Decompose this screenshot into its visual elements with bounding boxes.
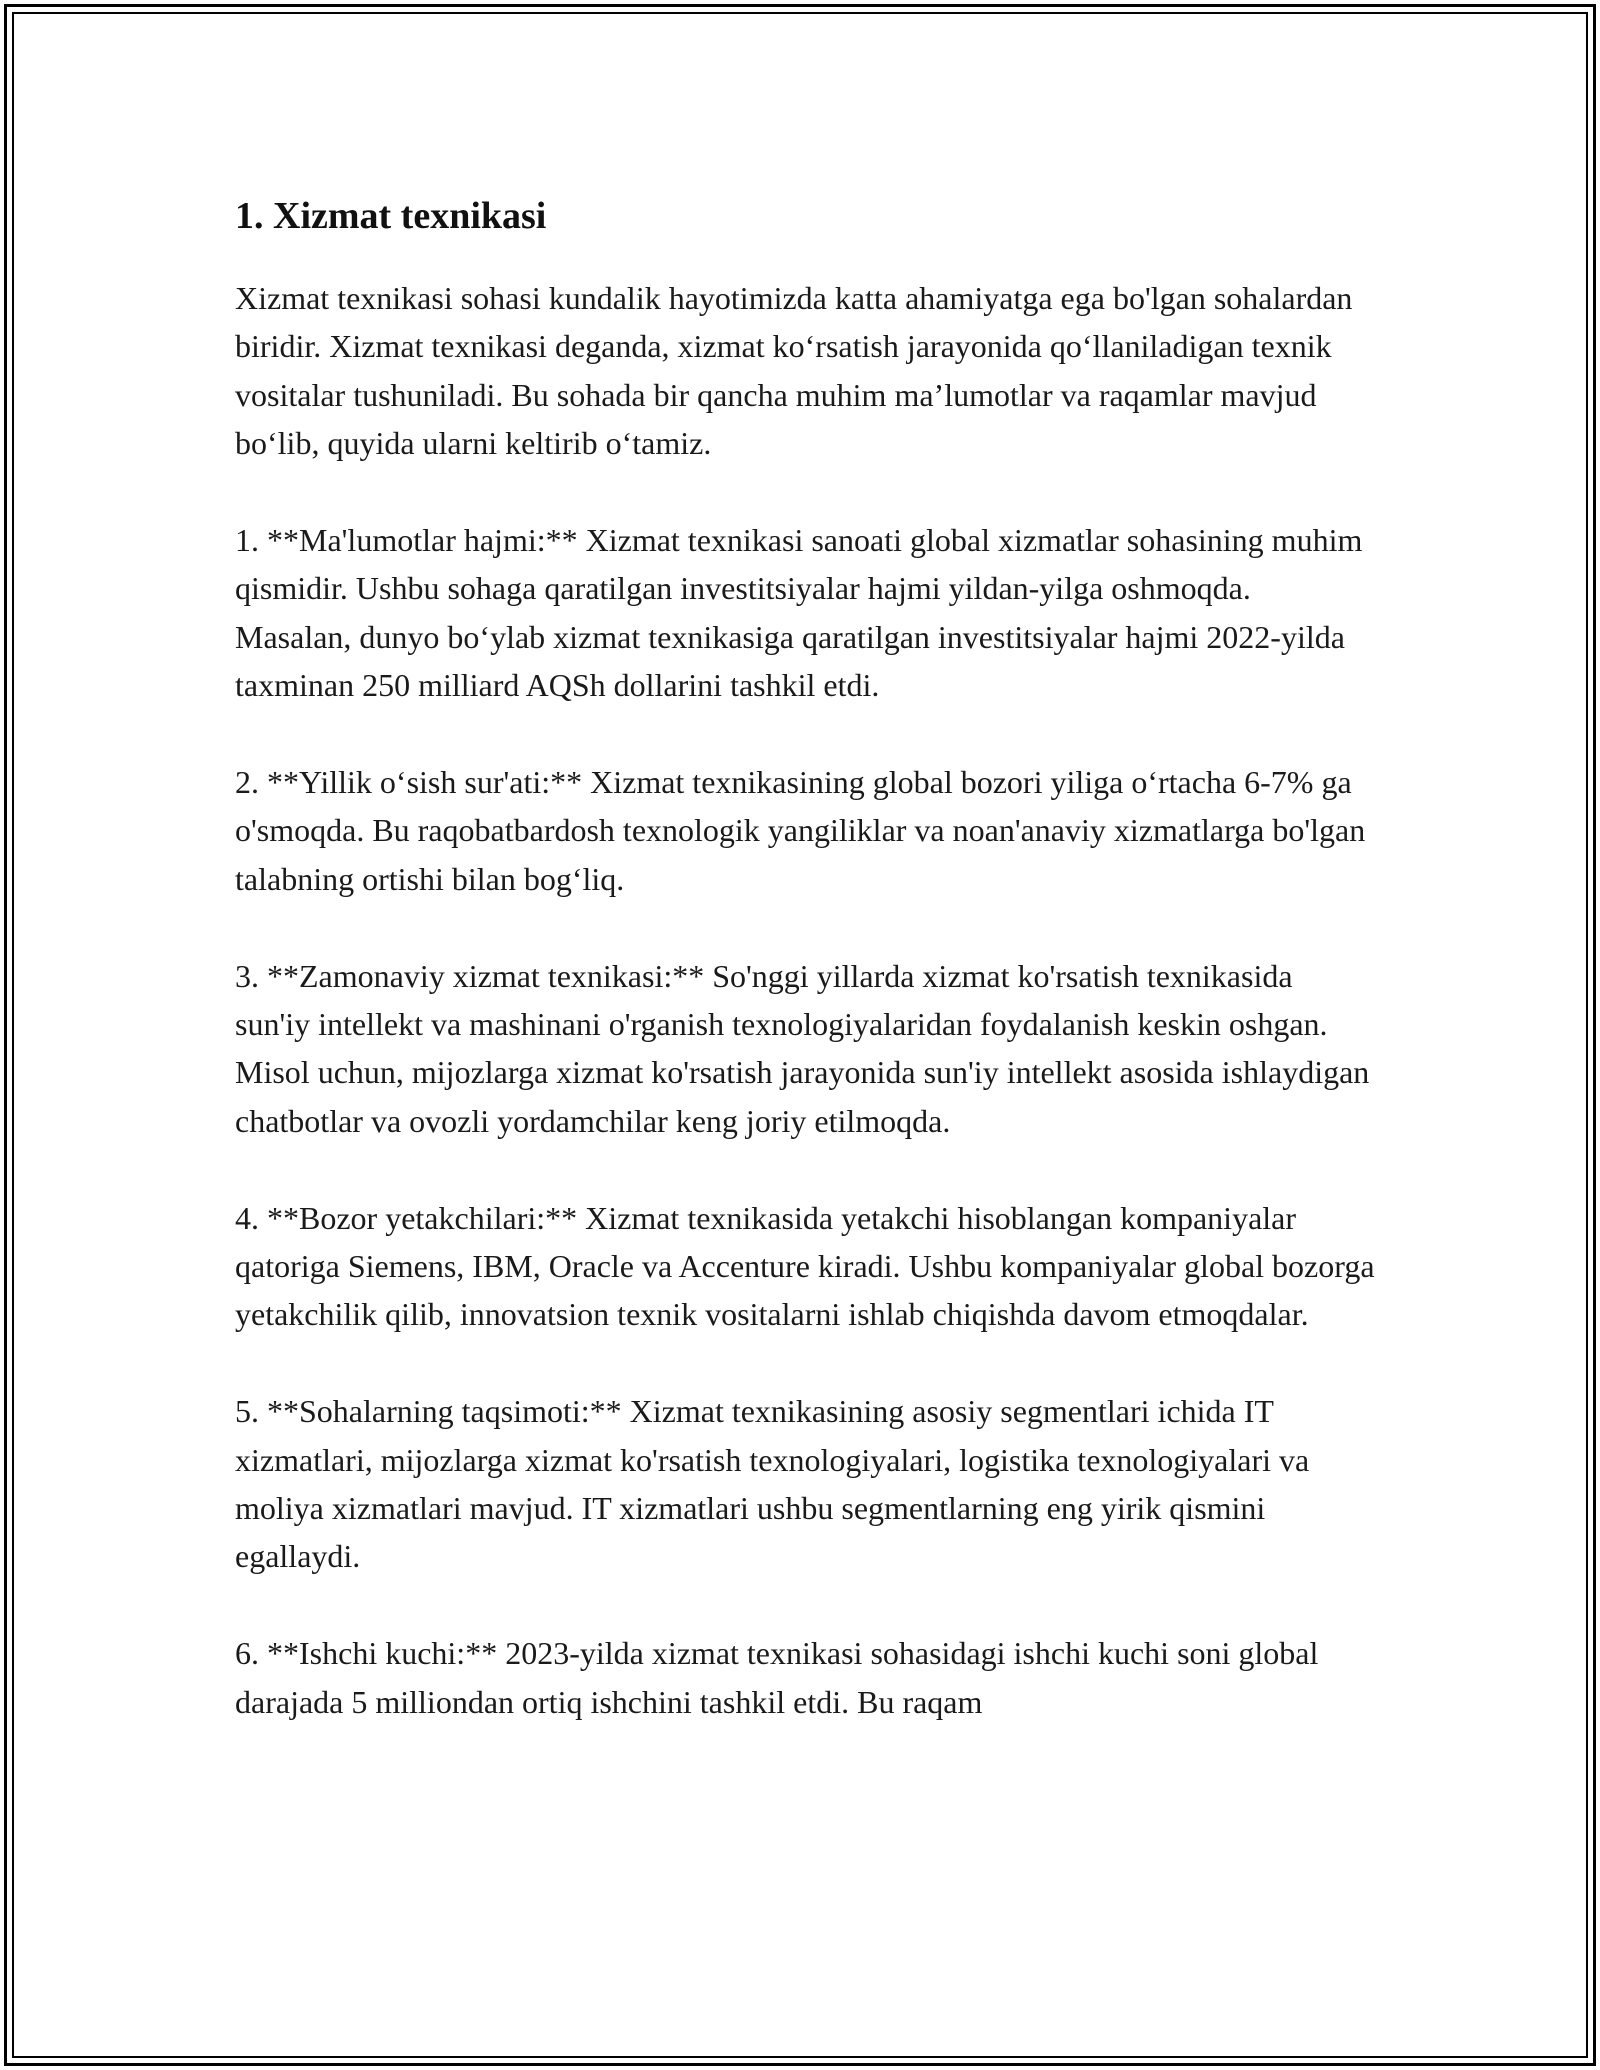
paragraph-workforce: 6. **Ishchi kuchi:** 2023-yilda xizmat texnikasi sohasidagi ishchi kuchi soni global darajada 5 milliondan ortiq ishchini tashkil etdi. Bu raqam [235, 1635, 1319, 1720]
document-body [235, 188, 1375, 1774]
paragraph-data-volume: 1. **Ma'lumotlar hajmi:** Xizmat texnikasi sanoati global xizmatlar sohasining muhim qismidir. Ushbu sohaga qaratilgan investitsiyalar hajmi yildan-yilga oshmoqda. Masalan, dunyo bo‘ylab xizmat texnikasiga qaratilgan investitsiyalar hajmi 2022-yilda taxminan 250 milliard AQSh dollarini tashkil etdi. [235, 522, 1363, 704]
document-title: 1. Xizmat texnikasi [235, 195, 547, 237]
paragraph-sector-distribution: 5. **Sohalarning taqsimoti:** Xizmat texnikasining asosiy segmentlari ichida IT xizmatlari, mijozlarga xizmat ko'rsatish texnologiyalari, logistika texnologiyalari va moliya xizmatlari mavjud. IT xizmatlari ushbu segmentlarning eng yirik qismini egallaydi. [235, 1393, 1310, 1575]
paragraph-annual-growth: 2. **Yillik o‘sish sur'ati:** Xizmat texnikasining global bozori yiliga o‘rtacha 6-7% ga o'smoqda. Bu raqobatbardosh texnologik yangiliklar va noan'anaviy xizmatlarga bo'lgan talabning ortishi bilan bog‘liq. [235, 764, 1366, 897]
paragraph-modern-technology: 3. **Zamonaviy xizmat texnikasi:** So'nggi yillarda xizmat ko'rsatish texnikasida sun'iy intellekt va mashinani o'rganish texnologiyalaridan foydalanish keskin oshgan. Misol uchun, mijozlarga xizmat ko'rsatish jarayonida sun'iy intellekt asosida ishlaydigan chatbotlar va ovozli yordamchilar keng joriy etilmoqda. [235, 957, 1370, 1139]
intro-paragraph: Xizmat texnikasi sohasi kundalik hayotimizda katta ahamiyatga ega bo'lgan sohalardan biridir. Xizmat texnikasi deganda, xizmat ko‘rsatish jarayonida qo‘llaniladigan texnik vositalar tushuniladi. Bu sohada bir qancha muhim ma’lumotlar va raqamlar mavjud bo‘lib, quyida ularni keltirib o‘tamiz. [235, 280, 1353, 462]
paragraph-market-leaders: 4. **Bozor yetakchilari:** Xizmat texnikasida yetakchi hisoblangan kompaniyalar qatoriga Siemens, IBM, Oracle va Accenture kiradi. Ushbu kompaniyalar global bozorga yetakchilik qilib, innovatsion texnik vositalarni ishlab chiqishda davom etmoqdalar. [235, 1199, 1375, 1333]
